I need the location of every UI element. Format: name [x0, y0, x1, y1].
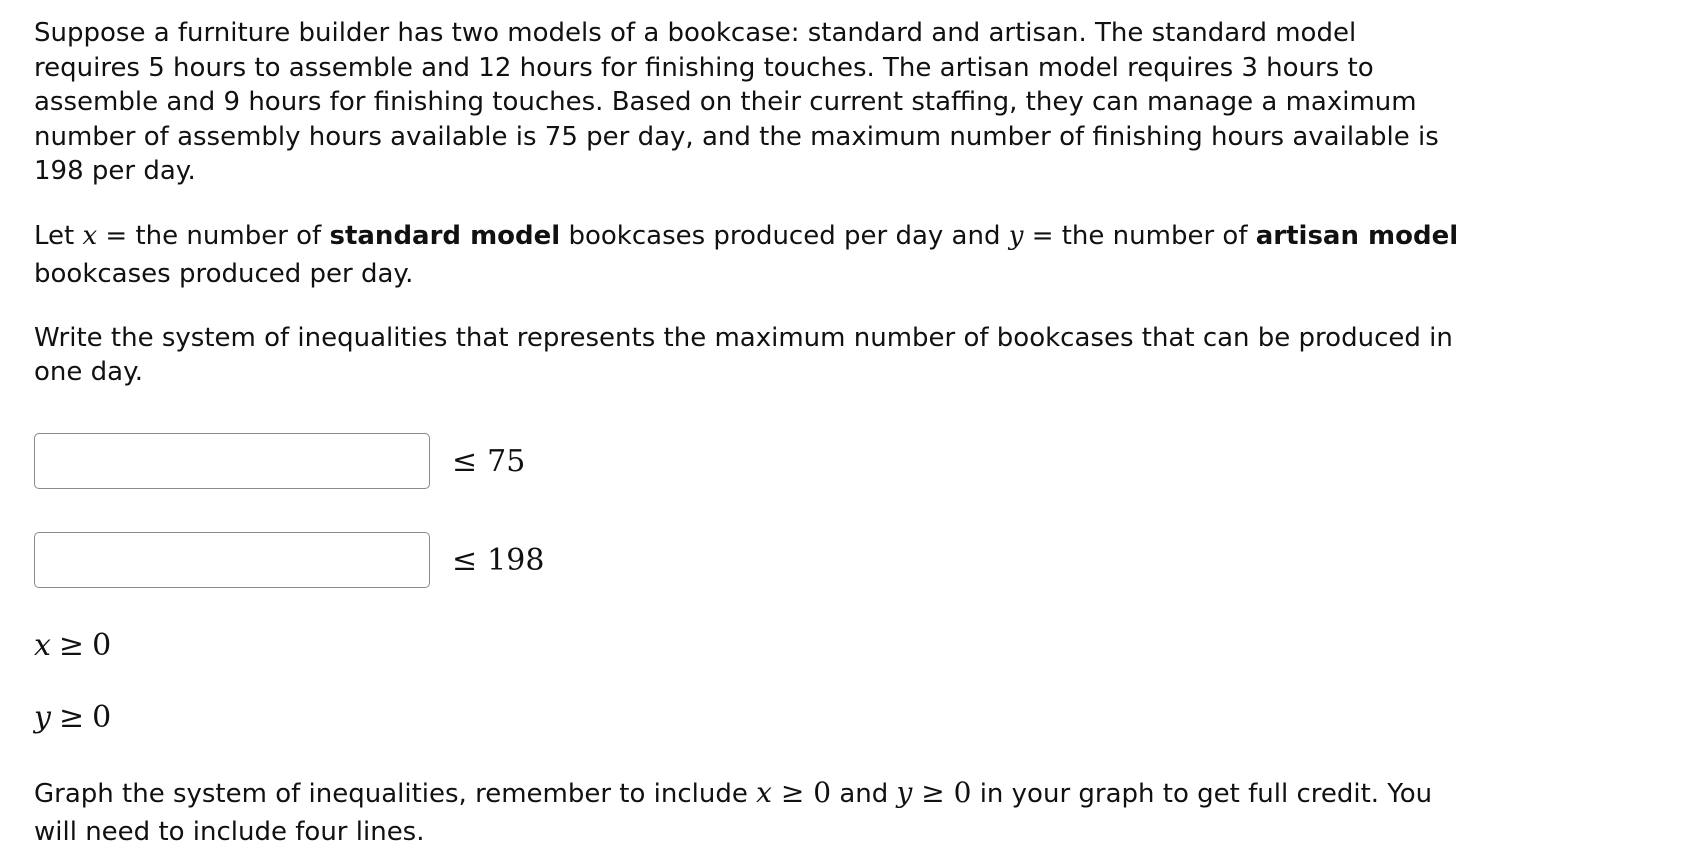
zero-value: 0 — [813, 776, 832, 809]
x-variable: x — [34, 628, 51, 663]
x-variable: x — [82, 220, 98, 251]
finishing-relation — [452, 543, 544, 578]
problem-intro: Suppose a furniture builder has two models of a bookcase: standard and artisan. The standard model requires 5 hours to assemble and 12 hours for finishing touches. The artisan model requires 3 hours to assemble and 9 hours for finishing touches. Based on their current staffing, they can manage a maximum number of assembly hours available is 75 per day, and the maximum number of finishing hours available is 198 per day. — [34, 18, 1439, 186]
x-nonnegative — [34, 628, 111, 663]
geq-symbol: ≥ — [921, 776, 945, 809]
artisan-model-label: artisan model — [1255, 220, 1459, 251]
leq-symbol: ≤ — [452, 443, 478, 479]
graph-instructions — [34, 774, 1464, 851]
graph-note-part1: Graph the system of inequalities, remember to include — [34, 779, 748, 809]
instruction-text: Write the system of inequalities that represents the maximum number of bookcases that can be produced in one day. — [34, 322, 1453, 387]
finishing-bound: 198 — [487, 542, 545, 578]
standard-model-label: standard model — [329, 220, 561, 251]
y-variable: y — [896, 776, 913, 809]
mid-text: bookcases produced per day and — [568, 220, 1001, 251]
problem-content — [34, 14, 1464, 390]
inequality-row-assembly — [34, 433, 525, 489]
let-text: Let — [34, 220, 75, 251]
x-geq-zero — [756, 776, 831, 809]
y-geq-zero — [897, 776, 972, 809]
zero-value: 0 — [92, 628, 112, 663]
assembly-inequality-input[interactable] — [34, 433, 430, 489]
graph-note-part2: in your graph to get full credit. You will need to include four lines. — [34, 779, 1433, 847]
inequality-row-finishing — [34, 532, 544, 588]
zero-value: 0 — [92, 700, 112, 735]
eq1-text: = the number of — [105, 220, 322, 251]
and-text: and — [839, 779, 889, 809]
eq2-text: = the number of — [1031, 220, 1248, 251]
leq-symbol: ≤ — [452, 542, 478, 578]
zero-value: 0 — [953, 776, 972, 809]
end-text: bookcases produced per day. — [34, 258, 414, 289]
geq-symbol: ≥ — [58, 628, 85, 663]
y-nonnegative — [34, 700, 111, 735]
geq-symbol: ≥ — [780, 776, 805, 809]
y-variable: y — [1008, 220, 1024, 251]
geq-symbol: ≥ — [58, 700, 85, 735]
variable-definition — [34, 217, 1464, 293]
y-variable: y — [34, 700, 51, 735]
assembly-relation — [452, 444, 525, 479]
x-variable: x — [756, 776, 772, 809]
finishing-inequality-input[interactable] — [34, 532, 430, 588]
assembly-bound: 75 — [487, 443, 526, 479]
